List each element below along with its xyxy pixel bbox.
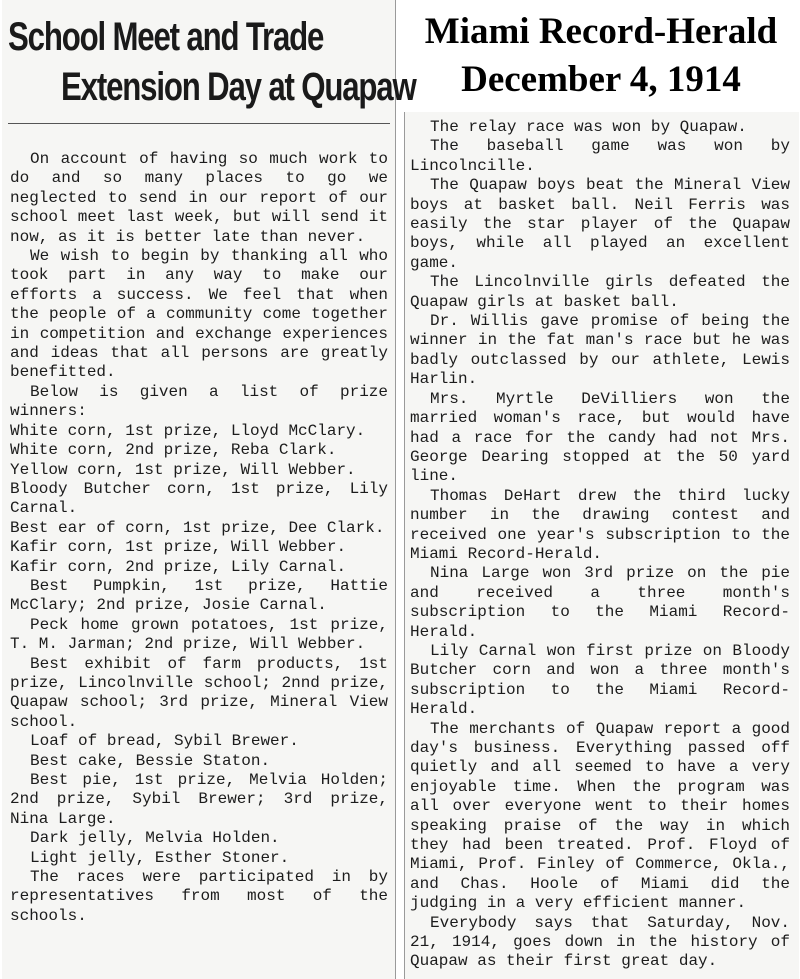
prize-entry: White corn, 2nd prize, Reba Clark.	[10, 441, 337, 460]
prize-entry: Yellow corn, 1st prize, Will Webber.	[10, 460, 356, 479]
paragraph: The Lincolnville girls defeated the Quapaw girls at basket ball.	[410, 273, 790, 311]
article-column-left	[10, 150, 388, 926]
headline-divider	[8, 123, 390, 124]
paragraph: The merchants of Quapaw report a good day's business. Everything passed off quietly and all seemed to have a very enjoyable time. When the program was all over everyone went to their homes speaking praise of the way in which they had been treated. Prof. Floyd of Miami, Prof. Finley of Commerce, Okla., and Chas. Hoole of Miami did the judging in a very efficient manner.	[410, 719, 790, 913]
paragraph: On account of having so much work to do and so many places to go we neglected to send in our report of our school meet last week, but will send it now, as it is better late than never.	[10, 150, 388, 246]
publication-date: December 4, 1914	[461, 59, 741, 100]
paragraph: Everybody says that Saturday, Nov. 21, 1914, goes down in the history of Quapaw as their first great day.	[410, 913, 790, 971]
publication-header	[404, 8, 798, 104]
prize-entry: Loaf of bread, Sybil Brewer.	[30, 732, 299, 751]
prize-entry: White corn, 1st prize, Lloyd McClary.	[10, 421, 366, 440]
paragraph: The relay race was won by Quapaw.	[430, 118, 747, 136]
paragraph: The baseball game was won by Lincolncille.	[410, 137, 790, 175]
prize-entry: Best Pumpkin, 1st prize, Hattie McClary; 2nd prize, Josie Carnal.	[10, 576, 388, 615]
paragraph: Lily Carnal won first prize on Bloody Butcher corn and won a three month's subscription to the Miami Record-Herald.	[410, 641, 790, 719]
paragraph: Thomas DeHart drew the third lucky number in the drawing contest and received one year's subscription to the Miami Record-Herald.	[410, 486, 790, 563]
prize-entry: Best pie, 1st prize, Melvia Holden; 2nd prize, Sybil Brewer; 3rd prize, Nina Large.	[10, 771, 388, 828]
paragraph: Dr. Willis gave promise of being the winner in the fat man's race but he was badly outclassed by our athlete, Lewis Harlin.	[410, 312, 790, 389]
paragraph: Nina Large won 3rd prize on the pie and received a three month's subscription to the Miami Record-Herald.	[410, 564, 790, 641]
paragraph: The Quapaw boys beat the Mineral View boys at basket ball. Neil Ferris was easily the star player of the Quapaw boys, while all played an excellent game.	[410, 176, 790, 272]
headline-line-1: School Meet and Trade	[8, 15, 324, 59]
publication-name: Miami Record-Herald	[424, 11, 778, 52]
article-headline	[8, 12, 416, 112]
prize-entry: Light jelly, Esther Stoner.	[30, 848, 290, 867]
prize-entry: Kafir corn, 1st prize, Will Webber.	[10, 538, 347, 557]
prize-entry: Best cake, Bessie Staton.	[30, 751, 271, 770]
paragraph: We wish to begin by thanking all who took part in any way to make our efforts a success. We feel that when the people of a community come together in competition and exchange experiences and ideas that all persons are greatly benefitted.	[10, 247, 388, 382]
paragraph: Below is given a list of prize winners:	[10, 382, 388, 421]
article-column-right	[410, 118, 790, 972]
prize-entry: Kafir corn, 2nd prize, Lily Carnal.	[10, 557, 347, 576]
prize-entry: Peck home grown potatoes, 1st prize, T. M. Jarman; 2nd prize, Will Webber.	[10, 615, 388, 654]
prize-entry: Best exhibit of farm products, 1st prize, Lincolnville school; 2nnd prize, Quapaw school; 3rd prize, Mineral View school.	[10, 654, 388, 731]
paragraph: Mrs. Myrtle DeVilliers won the married woman's race, but would have had a race for the candy had not Mrs. George Dearing stopped at the 50 yard line.	[410, 389, 790, 486]
headline-line-2: Extension Day at Quapaw	[61, 65, 416, 109]
prize-entry: Dark jelly, Melvia Holden.	[30, 829, 280, 848]
prize-entry: Bloody Butcher corn, 1st prize, Lily Carnal.	[10, 479, 388, 518]
prize-entry: Best ear of corn, 1st prize, Dee Clark.	[10, 518, 385, 537]
paragraph: The races were participated in by representatives from most of the schools.	[10, 868, 388, 925]
